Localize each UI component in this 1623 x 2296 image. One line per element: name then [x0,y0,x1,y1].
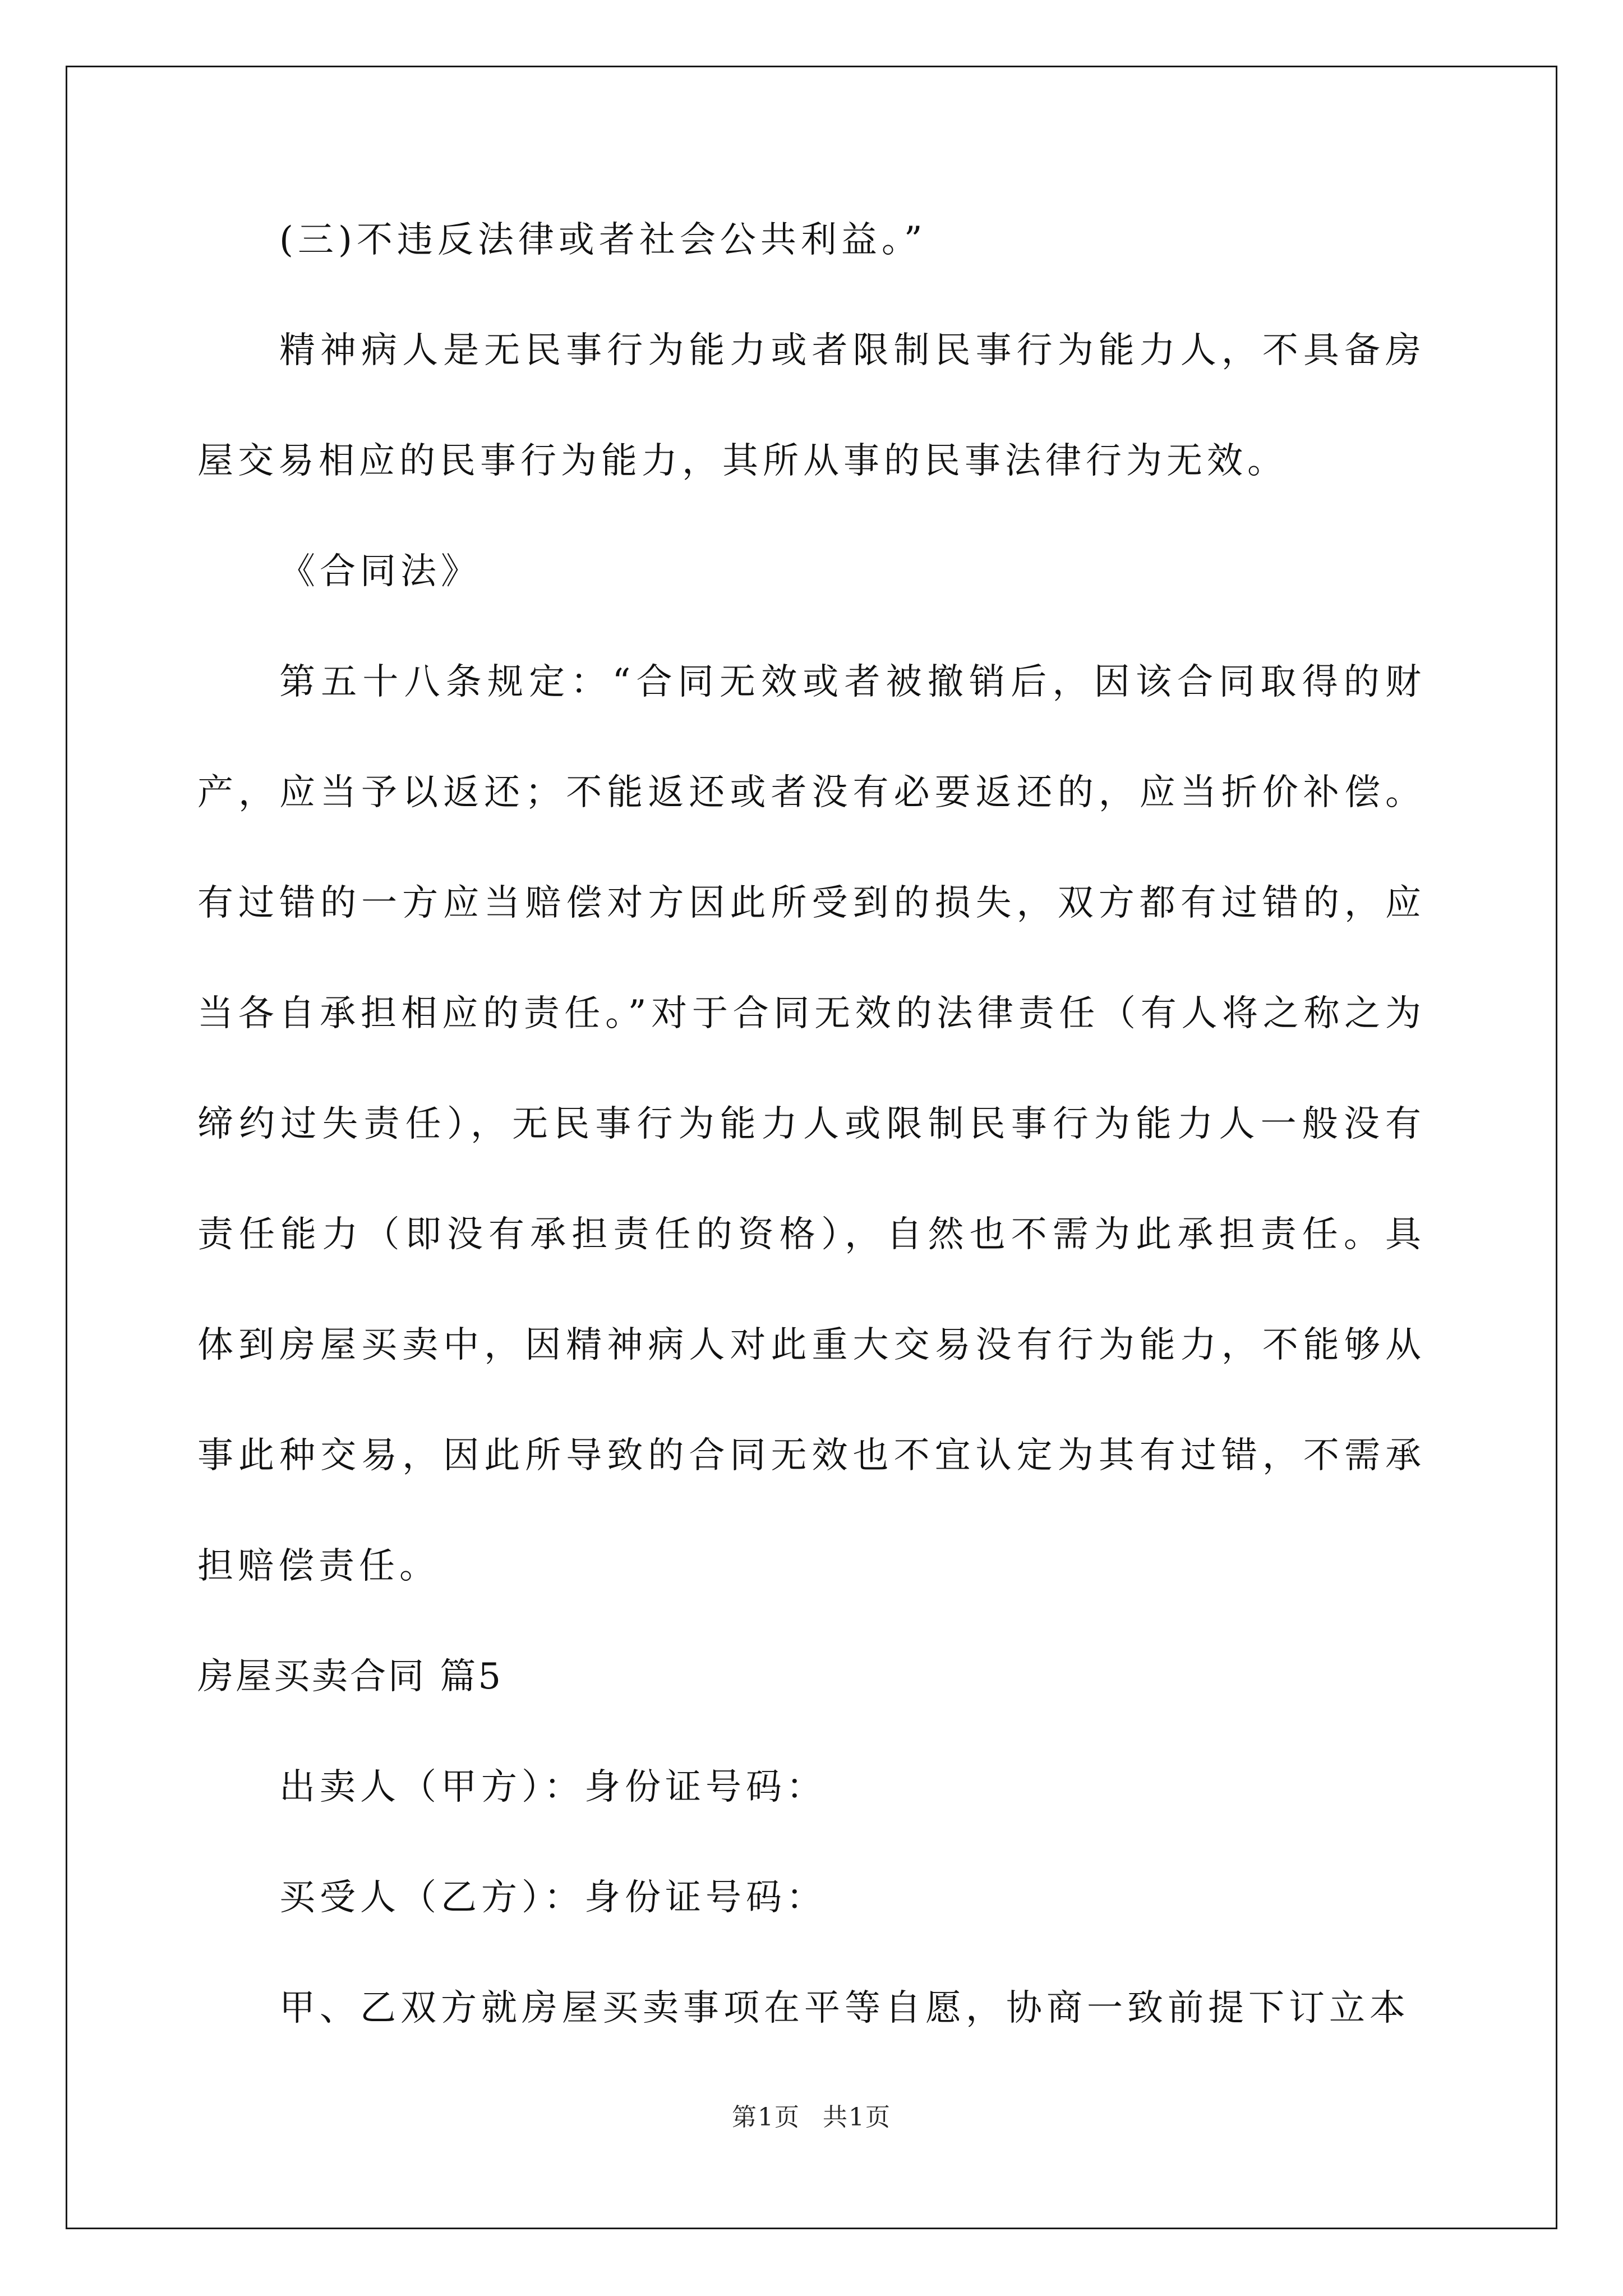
page-footer [0,2097,1623,2133]
page-total: 共1页 [823,2103,891,2132]
document-body [197,185,1426,2064]
paragraph-1: (三)不违反法律或者社会公共利益。” [279,219,927,261]
page-number: 第1页 [732,2103,800,2132]
paragraph-4: 第五十八条规定：“合同无效或者被撤销后，因该合同取得的财产，应当予以返还；不能返还或者没有必要返还的，应当折价补偿。有过错的一方应当赔偿对方因此所受到的损失，双方都有过错的，应当各自承担相应的责任。”对于合同无效的法律责任（有人将之称之为缔约过失责任），无民事行为能力人或限制民事行为能力人一般没有责任能力（即没有承担责任的资格），自然也不需为此承担责任。具体到房屋买卖中，因精神病人对此重大交易没有行为能力，不能够从事此种交易，因此所导致的合同无效也不宜认定为其有过错，不需承担赔偿责任。 [197,661,1426,1587]
paragraph-3: 《合同法》 [279,551,481,592]
seller-line: 出卖人（甲方）：身份证号码： [279,1766,827,1808]
section-heading: 房屋买卖合同 篇5 [197,1656,504,1697]
paragraph-2: 精神病人是无民事行为能力或者限制民事行为能力人，不具备房屋交易相应的民事行为能力，其所从事的民事法律行为无效。 [197,330,1426,482]
buyer-line: 买受人（乙方）：身份证号码： [279,1877,827,1918]
agreement-intro: 甲、乙双方就房屋买卖事项在平等自愿，协商一致前提下订立本 [279,1987,1410,2029]
